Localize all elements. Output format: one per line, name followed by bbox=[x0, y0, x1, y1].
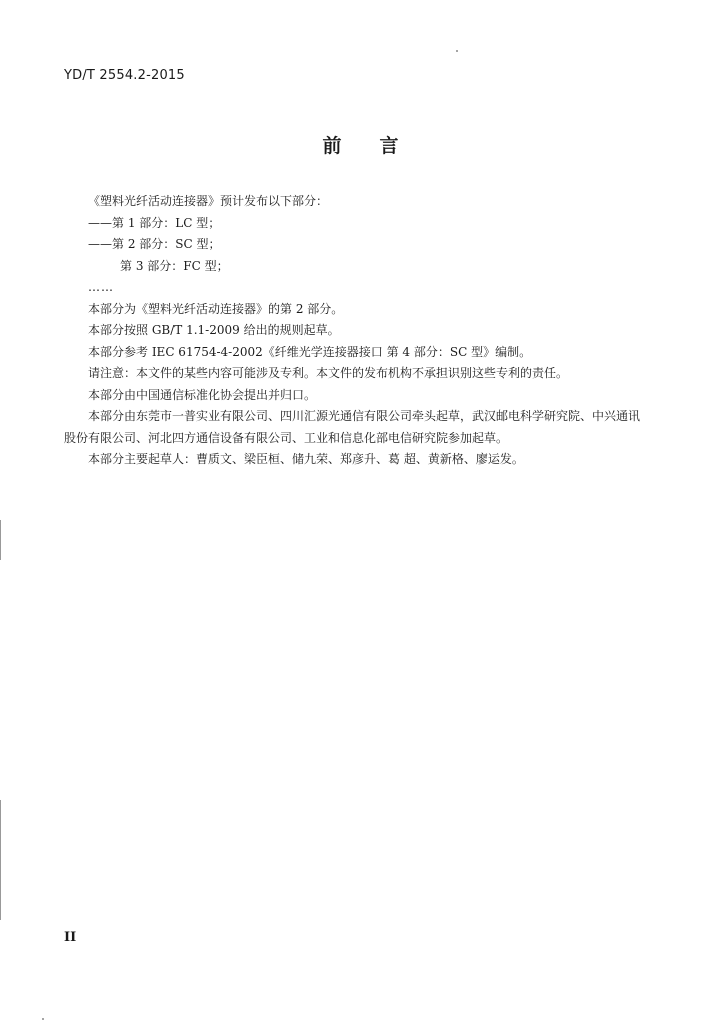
paragraph-drafters: 本部分主要起草人：曹质文、梁臣桓、储九荣、郑彦升、葛 超、黄新格、廖运发。 bbox=[88, 452, 524, 466]
list-ellipsis: …… bbox=[88, 280, 114, 294]
page-title bbox=[0, 131, 721, 158]
paragraph-patent-notice: 请注意：本文件的某些内容可能涉及专利。本文件的发布机构不承担识别这些专利的责任。 bbox=[88, 366, 569, 380]
scan-artifact-line bbox=[0, 520, 1, 560]
scan-artifact-line bbox=[0, 800, 1, 920]
list-item-part-2: ——第 2 部分：SC 型； bbox=[88, 237, 221, 251]
list-item-part-3: 第 3 部分：FC 型； bbox=[120, 258, 229, 273]
scan-artifact-dot bbox=[456, 50, 458, 52]
paragraph-reference: 本部分参考 IEC 61754-4-2002《纤维光学连接器接口 第 4 部分：SC 型》编制。 bbox=[88, 344, 532, 359]
paragraph-this-part: 本部分为《塑料光纤活动连接器》的第 2 部分。 bbox=[88, 301, 344, 316]
list-item-part-1: ——第 1 部分：LC 型； bbox=[88, 215, 221, 230]
page-number: II bbox=[64, 930, 77, 945]
standard-code: YD/T 2554.2-2015 bbox=[64, 68, 185, 83]
paragraph-series-intro: 《塑料光纤活动连接器》预计发布以下部分： bbox=[88, 194, 329, 208]
title-part-2: 言 bbox=[379, 135, 399, 157]
scan-artifact-dot bbox=[42, 1018, 44, 1020]
paragraph-proposer: 本部分由中国通信标准化协会提出并归口。 bbox=[88, 387, 317, 402]
paragraph-drafting-rules: 本部分按照 GB/T 1.1-2009 给出的规则起草。 bbox=[88, 323, 340, 337]
title-part-1: 前 bbox=[322, 135, 342, 157]
paragraph-drafting-units: 本部分由东莞市一普实业有限公司、四川汇源光通信有限公司牵头起草，武汉邮电科学研究院、中兴通讯股份有限公司、河北四方通信设备有限公司、工业和信息化部电信研究院参加起草。 bbox=[64, 409, 641, 445]
foreword-body bbox=[64, 191, 650, 471]
